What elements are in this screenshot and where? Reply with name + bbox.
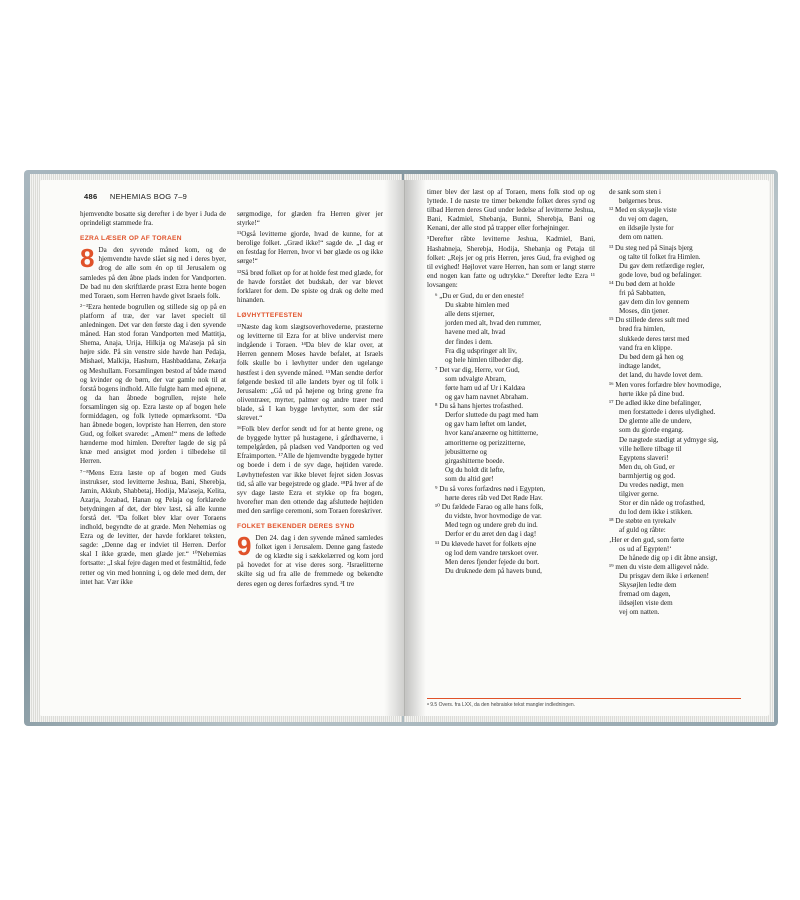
paragraph — [80, 243, 226, 301]
poem-line: ¹⁷ De adlød ikke dine befalinger, — [609, 399, 702, 408]
poem-line: jorden med alt, hvad den rummer, — [445, 319, 542, 328]
poem-line: Men deres fjender fejede du bort. — [445, 557, 540, 566]
paragraph: ¹²Så brød folket op for at holde fest med glæde, for de havde forstået det budskab, der var blevet forklaret for dem. De spiste og drak og delte med hinanden. — [237, 268, 383, 304]
poem-line: Du vredes nødigt, men — [619, 481, 684, 489]
poem-line: ⁹ Du så vores forfædres nød i Egypten, — [435, 485, 546, 493]
poem-line: du vidste, hvor hovmodige de var. — [445, 512, 542, 521]
poem-line: De glemte alle de undere, — [619, 417, 692, 426]
paragraph: ⁵Derefter råbte levitterne Jeshua, Kadmiel, Bani, Hashabneja, Sherebja, Hodija, Shebanja og Petaja til folket: „Rejs jer og pris Herren, jeres Gud, fra evighed og til evighed! Højlovet være Herren, han som er langt større end nogen kan fatte og udtrykke.“ Derefter ledte Ezra ¹¹ lovsangen: — [427, 235, 595, 289]
paragraph: ¹¹Også levitterne gjorde, hvad de kunne, for at berolige folket. „Græd ikke!“ sagde de. „I dag er en festdag for Herren, hvor vi bør glæde os og ikke sørge!“ — [237, 230, 383, 266]
poem-line: gode love, bud og befalinger. — [619, 270, 702, 279]
paragraph: ¹⁶Folk blev derfor sendt ud for at hente grene, og de byggede hytter på hustagene, i gårdhaverne, i tempelgården, på pladsen ved Vandporten og ved Efraimporten. ¹⁷Alle de hjemvendte byggede hytter og boede i dem i de syv dage, højtiden varede. Løvhyttefesten var ikke blevet fejret siden Josvas tid, så alle var begejstrede og glade. ¹⁸På hver af de syv dage læste Ezra et stykke op fra bogen, hvorefter man den ottende dag afsluttede højtiden med den særlige ceremoni, som Toraen foreskriver. — [237, 425, 383, 515]
poem-line: det land, du havde lovet dem. — [619, 370, 703, 379]
right-page — [405, 180, 769, 716]
poem-line: Du skabte himlen med — [445, 301, 510, 310]
poem-line: os ud af Egypten!‘ — [619, 544, 672, 553]
poem-line: Du gav dem retfærdige regler, — [619, 261, 705, 270]
poem-line: ¹⁶ Men vores forfædre blev hovmodige, — [609, 380, 722, 389]
poem-line: som du gjorde engang. — [619, 426, 684, 435]
poem-line: ¹³ Du steg ned på Sinajs bjerg — [609, 243, 693, 252]
poem-line: og gav ham løftet om landet, — [445, 420, 527, 429]
poem-line: girgashitterne boede. — [445, 456, 505, 465]
poem-line: Men du, oh Gud, er — [619, 462, 675, 471]
poem-line: hørte ikke på dine bud. — [619, 390, 685, 399]
poem-line: fri på Sabbatten, — [619, 289, 666, 298]
poem-line: indtage landet, — [619, 361, 661, 370]
poem-line: brød fra himlen, — [619, 325, 665, 334]
section-heading: EZRA LÆSER OP AF TORAEN — [80, 235, 182, 243]
poem-stanza — [435, 366, 595, 484]
poem-stanza — [609, 244, 741, 380]
paragraph: ⁷⁻⁸Mens Ezra læste op af bogen med Guds instrukser, stod levitterne Jeshua, Bani, Sherebja, Jamin, Akkub, Shabbetaj, Hodija, Ma'aseja, Kelita, Azarja, Jozabad, Hanan og Pelaja og forklarede betydningen af det, der blev læst, så alle kunne forstå det. ⁹Da folket blev klar over Toraens indhold, begyndte de at græde. Men Nehemias og Ezra og de levitter, der havde forklaret teksten, sagde: „Denne dag er indviet til Herren. Derfor skal I ikke græde, men glæde jer.“ ¹⁰Nehemias fortsatte: „I skal fejre dagen med et festmåltid, fede retter og vin med honning i, og dele med dem, der intet har. Vær ikke — [80, 468, 226, 586]
paragraph: timer blev der læst op af Toraen, mens folk stod op og lyttede. I de næste tre timer bekendte folket deres synd og tilbad Herren deres Gud under ledelse af levitterne Jeshua, Bani, Kadmiel, Shebanja, Bunni, Sherebja, Bani og Kenani, der alle stod på trapper eller forhøjninger. — [427, 188, 595, 233]
poem-line: ⁶ „Du er Gud, du er den eneste! — [435, 292, 525, 301]
poem-line: og hele himlen tilbeder dig. — [445, 355, 524, 364]
poem-line: som du altid gør! — [445, 474, 494, 483]
poem-line: men forstattede i deres ulydighed. — [619, 408, 716, 417]
poem-line: de sank som sten i — [609, 188, 662, 196]
paragraph: sørgmodige, for glæden fra Herren giver jer styrke!“ — [237, 210, 383, 228]
page-number: 486 — [84, 192, 98, 201]
poem-stanza — [609, 188, 741, 243]
left-column-2 — [237, 210, 383, 591]
paragraph: ¹³Næste dag kom slægtsoverhovederne, præsterne og levitterne til Ezra for at blive undervist mere indgående i Toraen. ¹⁴Da blev de klar over, at Herren gennem Moses havde befalet, at Israels folk skulle bo i løvhytter under den ugelange høstfest i den syvende måned. ¹⁵Man sendte derfor følgende besked til alle landets byer og til folk i Jerusalem: „Gå ud på højene og bring grene fra oliventræer, myrter, palmer og andre træer med blade, så I kan bygge løvhytter, som der står skrevet.“ — [237, 323, 383, 422]
poem-line: hvor kana'anæerne og hittitterne, — [445, 429, 539, 438]
poem-line: vand fra en klippe. — [619, 343, 673, 352]
chapter-number: 8 — [80, 243, 95, 274]
poem-line: førte ham ud af Ur i Kaldæa — [445, 383, 525, 392]
chapter-number: 9 — [237, 531, 252, 562]
right-column-2 — [601, 188, 741, 618]
poem-line: af guld og råbte: — [619, 526, 666, 535]
poem-line: De hånede dig op i dit åbne ansigt, — [619, 553, 718, 562]
running-header — [84, 192, 187, 201]
poem-line: amoritterne og perizzitterne, — [445, 438, 526, 447]
poem-line: ville hellere tilbage til — [619, 444, 682, 453]
poem-line: Stor er din nåde og trofasthed, — [619, 499, 705, 508]
poem-line: jebusitterne og — [445, 447, 487, 456]
paragraph: hjemvendte bosatte sig derefter i de byer i Juda de oprindeligt stammede fra. — [80, 210, 226, 228]
section-heading: FOLKET BEKENDER DERES SYND — [237, 523, 355, 530]
poem-line: hørte deres råb ved Det Røde Hav. — [445, 494, 543, 503]
poem-line: ¹⁸ De støbte en tyrekalv — [609, 517, 676, 526]
poem-line: og gav ham navnet Abraham. — [445, 393, 529, 402]
poem-line: Med tegn og undere greb du ind. — [445, 521, 538, 530]
poem-line: Du bød dem gå hen og — [619, 352, 684, 361]
poem-line: fremad om dagen, — [619, 590, 671, 599]
poem-stanza — [609, 381, 741, 617]
poem-line: ¹⁴ Du bød dem at holde — [609, 279, 675, 288]
poem-line: ⁷ Det var dig, Herre, vor Gud, — [435, 365, 520, 374]
poem-line: ¹⁹ men du viste dem alligevel nåde. — [609, 562, 709, 571]
poem-line: Derfor er du æret den dag i dag! — [445, 530, 537, 539]
poem-stanza — [435, 292, 595, 365]
poem-line: Du prisgav dem ikke i ørkenen! — [619, 571, 710, 580]
paragraph — [237, 531, 383, 589]
poem-line: Derfor sluttede du pagt med ham — [445, 411, 539, 420]
poem-line: du lod dem ikke i stikken. — [619, 508, 693, 517]
poem-line: der findes i dem. — [445, 337, 493, 346]
paragraph-text: Den 24. dag i den syvende måned samledes folket igen i Jerusalem. Denne gang fastede de og klædte sig i sækkelærred og kom jord på hovedet for at vise deres sorg. ²Israelitterne skilte sig ud fra alle de fremmede og bekendte deres egen og deres forfædres synd. ³I tre — [237, 534, 383, 588]
poem-line: ⁸ Du så hans hjertes trofasthed. — [435, 402, 523, 411]
poem-line: ¹⁰ Du fældede Farao og alle hans folk, — [435, 503, 544, 512]
poem-line: alle dens stjerner, — [445, 310, 495, 319]
poem-line: gav dem din lov gennem — [619, 298, 690, 307]
poem-line: en ildsøjle lyste for — [619, 224, 674, 233]
poem-line: Du druknede dem på havets bund, — [445, 566, 542, 575]
paragraph-text: Da den syvende måned kom, og de hjemvendte havde slået sig ned i deres byer, drog de alle som én op til Jerusalem og samledes på den åbne plads inden for Vandporten. De bad nu den skriftlærde præst Ezra hente bogen med Toraen, som Herren havde givet Israels folk. — [80, 246, 226, 300]
poem-line: ¹² Med en skysøjle viste — [609, 206, 677, 215]
poem-line: som udvalgte Abram, — [445, 374, 506, 383]
running-title: NEHEMIAS BOG 7–9 — [109, 192, 188, 201]
poem-line: Fra dig udspringer alt liv, — [445, 346, 517, 355]
poem-line: Skysøjlen ledte dem — [619, 581, 677, 590]
footnote: ᵃ 9.5 Overs. fra LXX, da den hebraiske tekst mangler indledningen. — [427, 702, 576, 708]
left-column-1 — [80, 210, 226, 589]
poem-line: du vej om dagen, — [619, 215, 668, 224]
poem-line: bølgernes brus. — [619, 197, 663, 206]
left-page — [40, 180, 404, 716]
poem-line: Egyptens slaveri! — [619, 453, 669, 462]
poem-stanza — [435, 485, 595, 576]
poem-line: havene med alt, hvad — [445, 328, 506, 337]
section-heading: LØVHYTTEFESTEN — [237, 311, 303, 319]
poem-line: barmhjertig og god. — [619, 471, 676, 480]
poem-line: vej om natten. — [619, 608, 660, 617]
right-column-1 — [427, 188, 595, 577]
poem-line: Og du holdt dit løfte, — [445, 465, 505, 474]
poem-line: ildsøjlen viste dem — [619, 599, 673, 608]
poem-line: og lod dem vandre tørskoet over. — [445, 548, 539, 557]
poem-line: slukkede deres tørst med — [619, 334, 690, 343]
poem-line: De nægtede stædigt at ydmyge sig, — [619, 435, 719, 444]
poem-line: ‚Her er den gud, som førte — [609, 535, 685, 544]
poem-line: ¹¹ Du kløvede havet for folkets øjne — [435, 539, 537, 548]
poem-line: dem om natten. — [619, 233, 663, 242]
poem-line: Moses, din tjener. — [619, 307, 670, 316]
poem-line: tilgiver gerne. — [619, 490, 659, 499]
footnote-divider — [427, 698, 741, 699]
poem-line: og talte til folket fra Himlen. — [619, 252, 701, 261]
poem-line: ¹⁵ Du stillede deres sult med — [609, 316, 690, 325]
paragraph: ²⁻³Ezra hentede bogrullen og stillede sig op på en platform af træ, der var lavet specielt til anledningen. Det var den første dag i den syvende måned. Han stod foran Vandporten med Mattitja, Shema, Anaja, Urija, Hilkija og Ma'aseja på sin højre side. På sin venstre side havde han Pedaja, Mishael, Malkija, Hashum, Hashbaddana, Zekarja og Meshullam. Forsamlingen bestod af både mænd og kvinder og de børn, der var gamle nok til at forstå bogens indhold. Alle fulgte ham med øjnene, og da han åbnede bogrullen, rejste hele forsamlingen sig op. Ezra læste op af bogen hele formiddagen, og folk lyttede opmærksomt. ⁶Da han åbnede bogen, lovpriste han Herren, den store Gud, og folket svarede: „Amen!“ mens de løftede hænderne mod himlen. Derefter lagde de sig på knæ med ansigtet mod jorden i tilbedelse til Herren. — [80, 302, 226, 466]
